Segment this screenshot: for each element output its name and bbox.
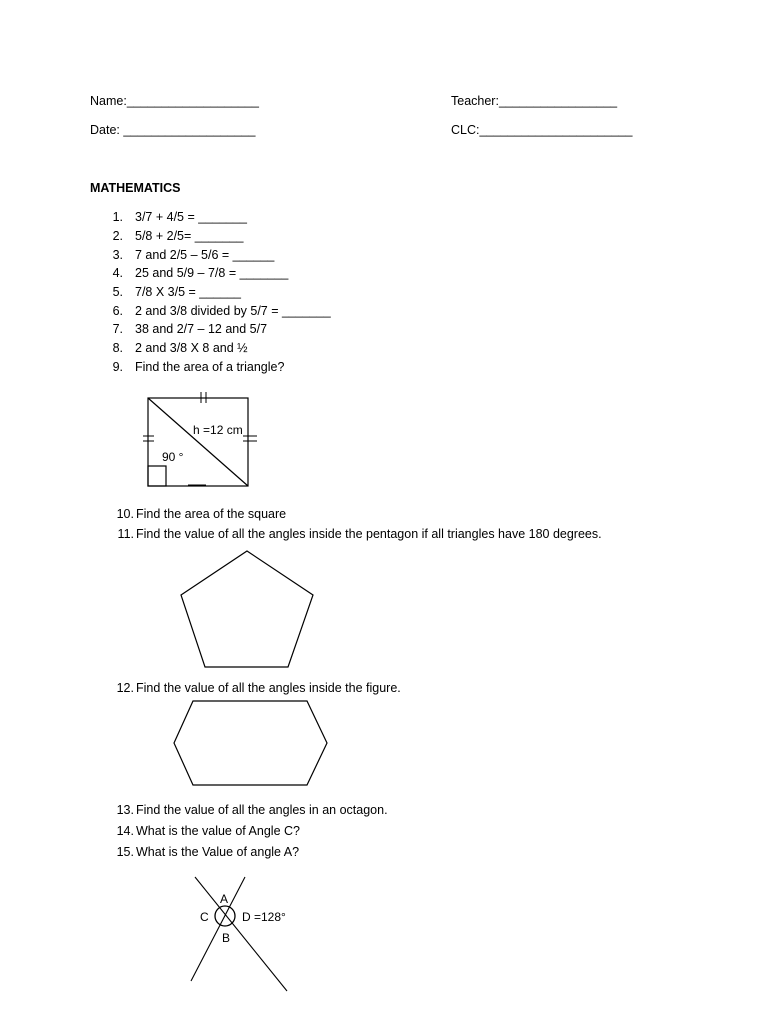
question-text: Find the area of a triangle? [135, 360, 285, 374]
triangle-diagram [140, 388, 255, 490]
date-field[interactable]: Date: ___________________ [90, 123, 256, 137]
question-number: 4. [112, 266, 123, 280]
question-text: 5/8 + 2/5= _______ [135, 229, 244, 243]
question-number: 13. [116, 803, 134, 817]
name-field[interactable]: Name:___________________ [90, 94, 259, 108]
question-number: 10. [116, 507, 134, 521]
question-number: 5. [112, 285, 123, 299]
hexagon-diagram [170, 698, 332, 788]
question-number: 15. [116, 845, 134, 859]
question-text: Find the value of all the angles inside the figure. [136, 681, 401, 695]
question-number: 2. [112, 229, 123, 243]
question-text: 2 and 3/8 X 8 and ½ [135, 341, 248, 355]
question-number: 9. [112, 360, 123, 374]
question-text: 25 and 5/9 – 7/8 = _______ [135, 266, 289, 280]
question-number: 1. [112, 210, 123, 224]
angle-a-label: A [220, 892, 229, 906]
question-text: What is the value of Angle C? [136, 824, 300, 838]
question-number: 12. [116, 681, 134, 695]
question-text: 38 and 2/7 – 12 and 5/7 [135, 322, 268, 336]
teacher-field[interactable]: Teacher:_________________ [451, 94, 618, 108]
question-text: 7/8 X 3/5 = ______ [135, 285, 241, 299]
question-number: 11. [117, 527, 134, 541]
question-number: 8. [112, 341, 123, 355]
question-text: Find the value of all the angles in an octagon. [136, 803, 388, 817]
clc-field[interactable]: CLC:______________________ [451, 123, 633, 137]
question-text: Find the value of all the angles inside the pentagon if all triangles have 180 degrees. [136, 527, 602, 541]
hexagon-shape [174, 701, 327, 785]
question-text: 2 and 3/8 divided by 5/7 = _______ [135, 304, 331, 318]
question-number: 7. [112, 322, 123, 336]
question-number: 14. [116, 824, 134, 838]
height-label: h =12 cm [193, 423, 243, 437]
line-one [195, 877, 287, 991]
question-number: 3. [112, 248, 123, 262]
angle-d-label: D =128° [242, 910, 286, 924]
angle-label: 90 ° [162, 450, 184, 464]
angle-b-label: B [222, 931, 231, 945]
angle-c-label: C [200, 910, 209, 924]
section-title: MATHEMATICS [90, 181, 181, 195]
question-number: 6. [112, 304, 123, 318]
question-text: What is the Value of angle A? [136, 845, 300, 859]
right-angle-marker [148, 466, 166, 486]
pentagon-diagram [175, 548, 320, 673]
question-text: 3/7 + 4/5 = _______ [135, 210, 247, 224]
question-text: 7 and 2/5 – 5/6 = ______ [135, 248, 275, 262]
question-text: Find the area of the square [136, 507, 287, 521]
intersecting-lines-diagram [185, 874, 295, 996]
pentagon-shape [181, 551, 313, 667]
triangle-hypotenuse [148, 398, 248, 486]
